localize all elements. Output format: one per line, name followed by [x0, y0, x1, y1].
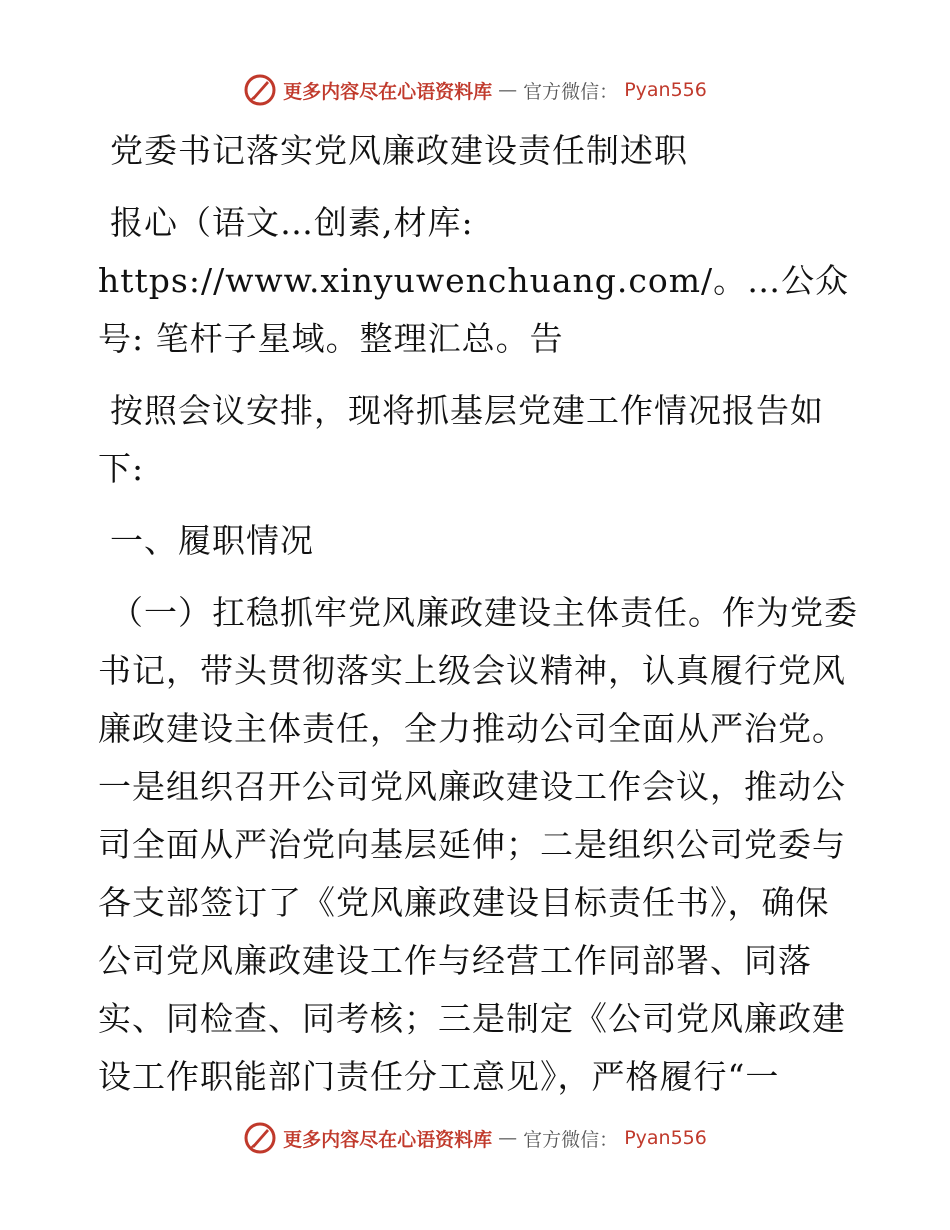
banner-main-text: 更多内容尽在心语资料库 — [283, 1128, 493, 1151]
banner-wechat-label: 官方微信： — [523, 80, 619, 103]
banner-separator: — — [498, 1127, 518, 1149]
body-paragraph: （一）扛稳抓牢党风廉政建设主体责任。作为党委书记，带头贯彻落实上级会议精神，认真履行党风廉政建设主体责任，全力推动公司全面从严治党。一是组织召开公司党风廉政建设工作会议，推动公司全面从严治党向基层延伸；二是组织公司党委与各支部签订了《党风廉政建设目标责任书》，确保公司党风廉政建设工作与经营工作同部署、同落实、同检查、同考核；三是制定《公司党风廉政建设工作职能部门责任分工意见》，严格履行“一 — [98, 593, 858, 1096]
document-title: 党委书记落实党风廉政建设责任制述职 — [110, 131, 688, 170]
banner-wechat-id: Pyan556 — [624, 79, 707, 101]
document-body — [98, 122, 858, 1106]
banner-wechat-label: 官方微信： — [523, 1128, 619, 1151]
section-heading: 一、履职情况 — [110, 521, 314, 560]
banner-wechat-id: Pyan556 — [624, 1127, 707, 1149]
quill-logo-icon — [243, 1121, 277, 1155]
document-intro: 报心（语文…创素,材库: https://www.xinyuwenchuang.com/。…公众号: 笔杆子星域。整理汇总。告 — [98, 203, 850, 358]
banner-separator: — — [498, 79, 518, 101]
document-lead: 按照会议安排，现将抓基层党建工作情况报告如下: — [98, 391, 824, 488]
header-watermark-banner — [0, 70, 950, 110]
banner-main-text: 更多内容尽在心语资料库 — [283, 80, 493, 103]
footer-watermark-banner — [0, 1118, 950, 1158]
quill-logo-icon — [243, 73, 277, 107]
